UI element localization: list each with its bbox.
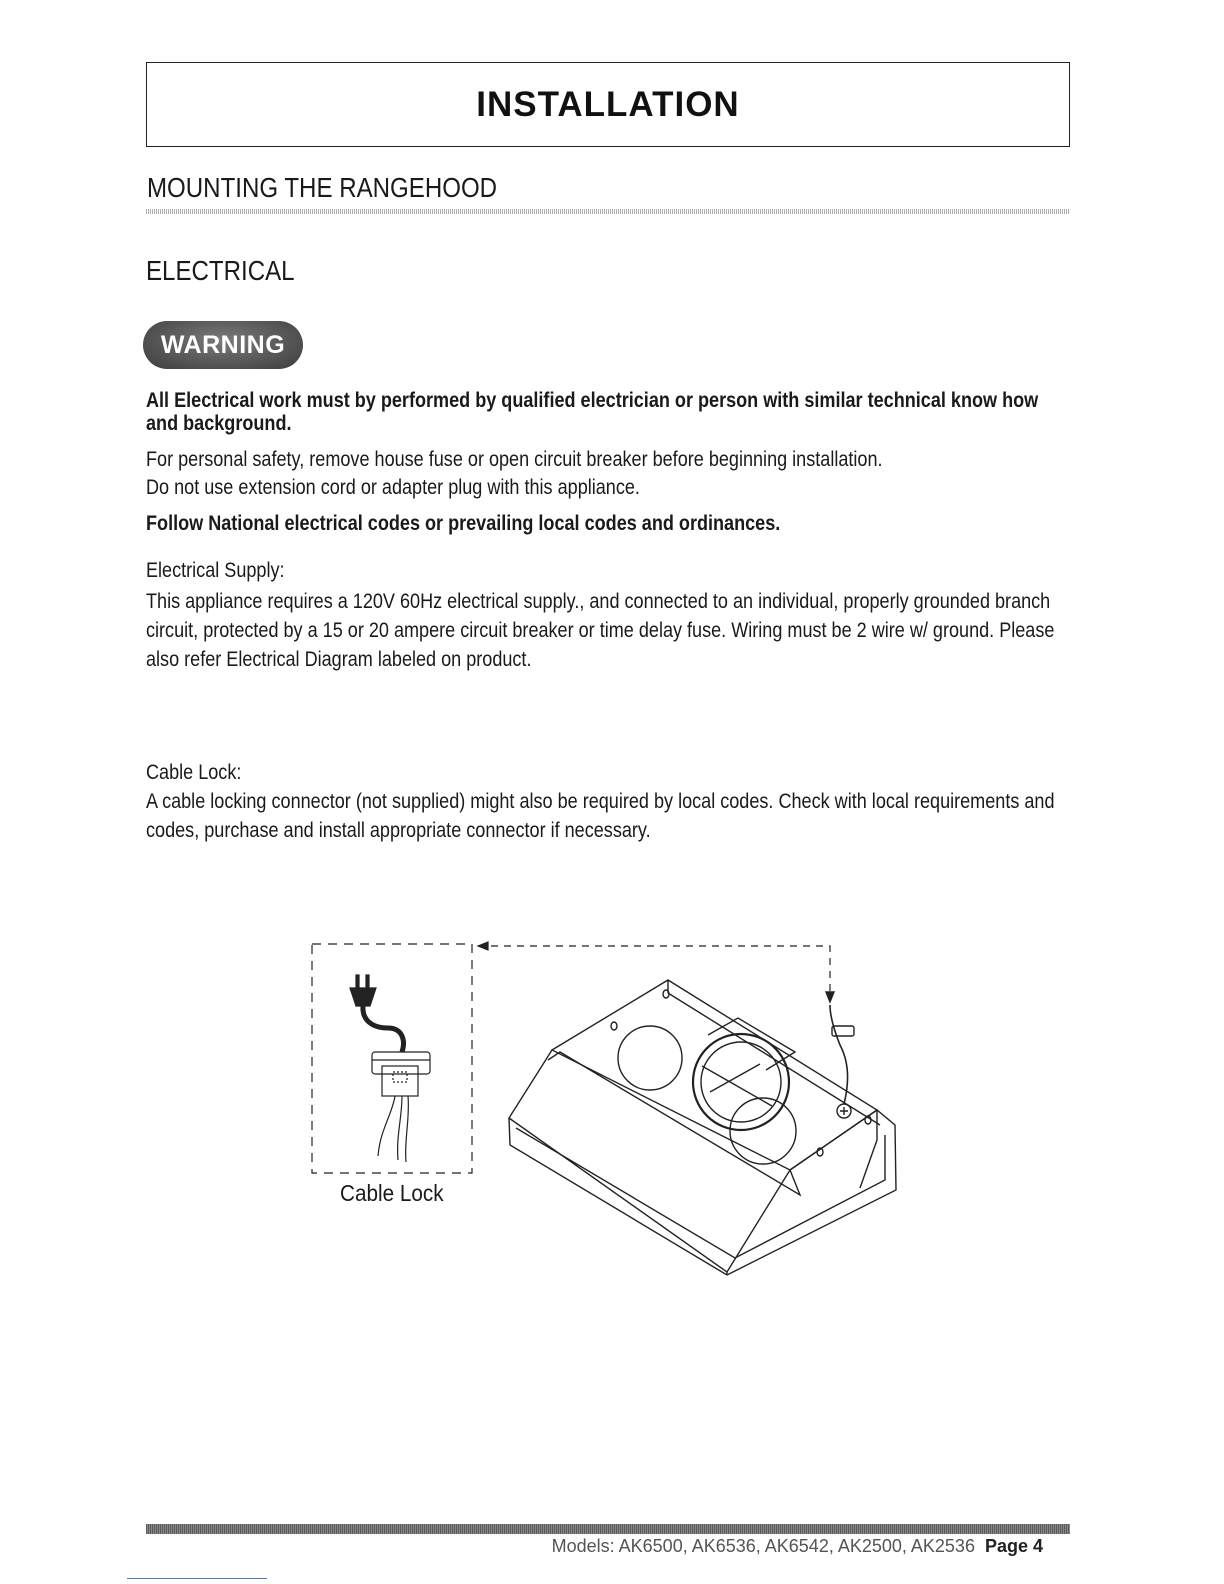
rangehood-body <box>509 980 896 1275</box>
footer-text <box>552 1536 1043 1557</box>
hood-cord <box>830 1005 847 1104</box>
page-title: INSTALLATION <box>476 84 740 124</box>
warning-text: All Electrical work must by performed by qualified electrician or person with similar technical know how and background. <box>146 389 1039 435</box>
callout-arrowhead <box>478 942 488 950</box>
page-edge-line <box>127 1578 267 1579</box>
cord <box>363 1006 404 1052</box>
wires <box>378 1096 408 1162</box>
supply-text: This appliance requires a 120V 60Hz electrical supply., and connected to an individual, properly grounded branch circuit, protected by a 15 or 20 ampere circuit breaker or time delay fuse. Wiring must be 2 wire w/ ground. Please also refer Electrical Diagram labeled on product. <box>146 590 1055 671</box>
safety-text-2: Do not use extension cord or adapter plug with this appliance. <box>146 476 640 499</box>
figure-label: Cable Lock <box>340 1180 444 1206</box>
safety-text-1: For personal safety, remove house fuse or open circuit breaker before beginning installation. <box>146 448 883 471</box>
codes-text: Follow National electrical codes or prevailing local codes and ordinances. <box>146 512 781 535</box>
section-divider <box>146 209 1070 214</box>
warning-badge: WARNING <box>143 321 303 369</box>
cable-heading: Cable Lock: <box>146 761 242 784</box>
connector-icon <box>372 1052 430 1096</box>
inset-dashed-box <box>312 944 472 1173</box>
rangehood-diagram <box>300 930 920 1290</box>
plug-icon <box>350 975 376 1006</box>
page-number: Page 4 <box>984 1536 1043 1556</box>
cable-lock-inset <box>312 942 830 1173</box>
supply-heading: Electrical Supply: <box>146 559 285 582</box>
title-box <box>146 62 1070 147</box>
cable-text: A cable locking connector (not supplied) might also be required by local codes. Check with local requirements and codes, purchase and install appropriate connector if necessary. <box>146 790 1055 842</box>
subsection-heading: ELECTRICAL <box>146 255 295 286</box>
footer-models: Models: AK6500, AK6536, AK6542, AK2500, AK2536 <box>551 1536 975 1556</box>
section-heading: MOUNTING THE RANGEHOOD <box>147 172 498 203</box>
footer-bar <box>146 1524 1070 1534</box>
